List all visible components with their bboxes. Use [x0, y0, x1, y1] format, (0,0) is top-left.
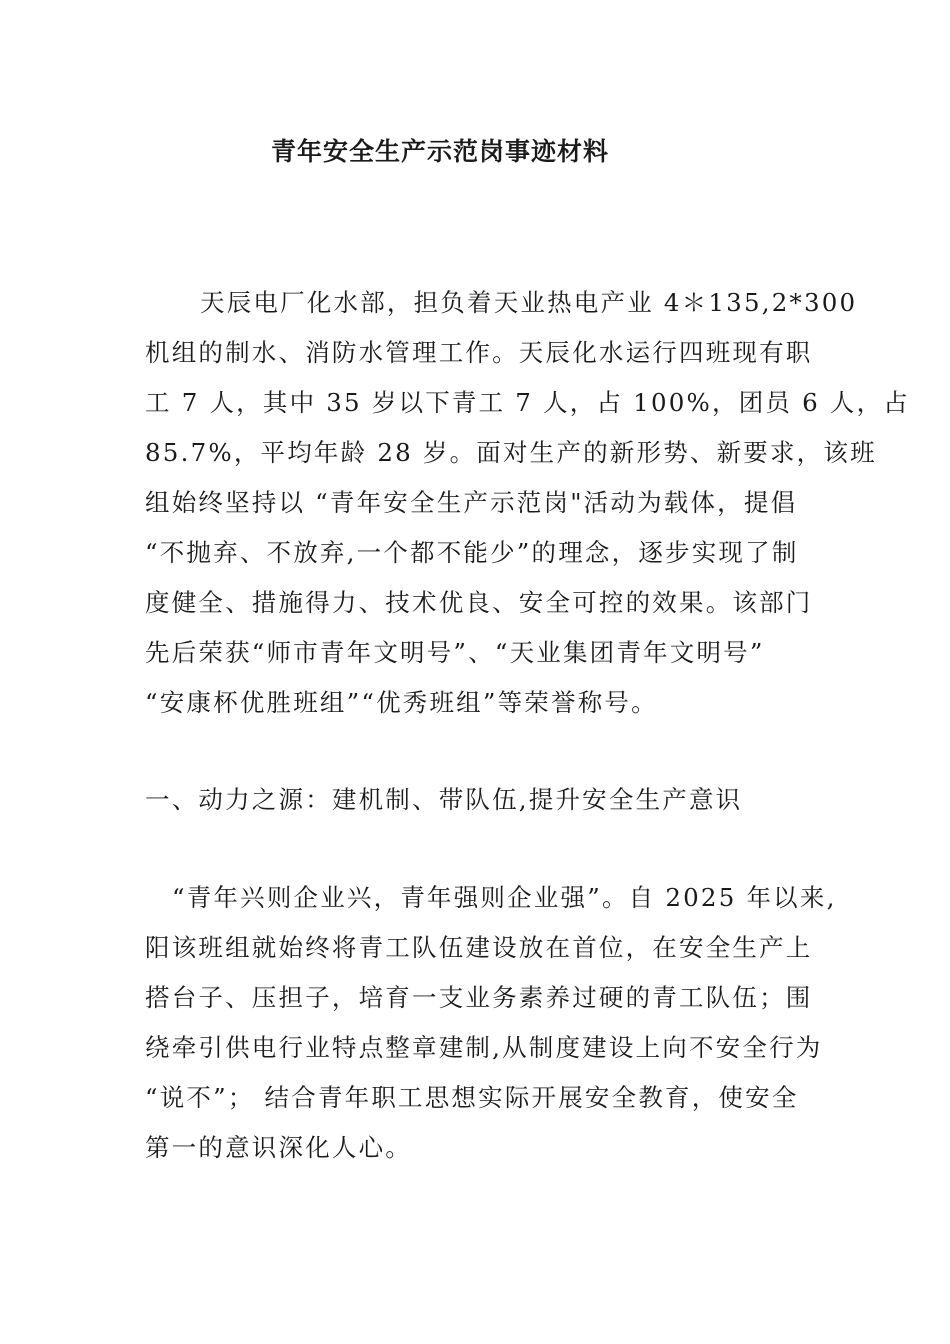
- paragraph-line: “不抛弃、不放弃,一个都不能少”的理念，逐步实现了制: [145, 538, 799, 567]
- paragraph-line: 组始终坚持以 “青年安全生产示范岗"活动为载体，提倡: [145, 488, 798, 517]
- paragraph-line: “安康杯优胜班组”“优秀班组”等荣誉称号。: [145, 688, 658, 717]
- paragraph-line: 阳该班组就始终将青工队伍建设放在首位，在安全生产上: [145, 933, 813, 962]
- paragraph-line: 搭台子、压担子，培育一支业务素养过硬的青工队伍；围: [145, 983, 813, 1012]
- paragraph-line: 度健全、措施得力、技术优良、安全可控的效果。该部门: [145, 588, 813, 617]
- paragraph-line: “说不”； 结合青年职工思想实际开展安全教育，使安全: [145, 1083, 799, 1112]
- document-title: 青年安全生产示范岗事迹材料: [270, 137, 609, 166]
- paragraph-line: 绕牵引供电行业特点整章建制,从制度建设上向不安全行为: [145, 1033, 823, 1062]
- paragraph-line: 天辰电厂化水部，担负着天业热电产业 4＊135,2*300: [200, 288, 858, 317]
- paragraph-line: 机组的制水、消防水管理工作。天辰化水运行四班现有职: [145, 338, 813, 367]
- paragraph-line: “青年兴则企业兴，青年强则企业强”。自 2025 年以来,: [172, 883, 837, 912]
- section-heading: 一、动力之源：建机制、带队伍,提升安全生产意识: [145, 785, 743, 814]
- paragraph-line: 85.7%，平均年龄 28 岁。面对生产的新形势、新要求，该班: [145, 438, 877, 467]
- paragraph-line: 工 7 人，其中 35 岁以下青工 7 人，占 100%，团员 6 人，占: [145, 388, 910, 417]
- paragraph-line: 第一的意识深化人心。: [145, 1133, 412, 1162]
- paragraph-line: 先后荣获“师市青年文明号”、“天业集团青年文明号”: [145, 638, 765, 667]
